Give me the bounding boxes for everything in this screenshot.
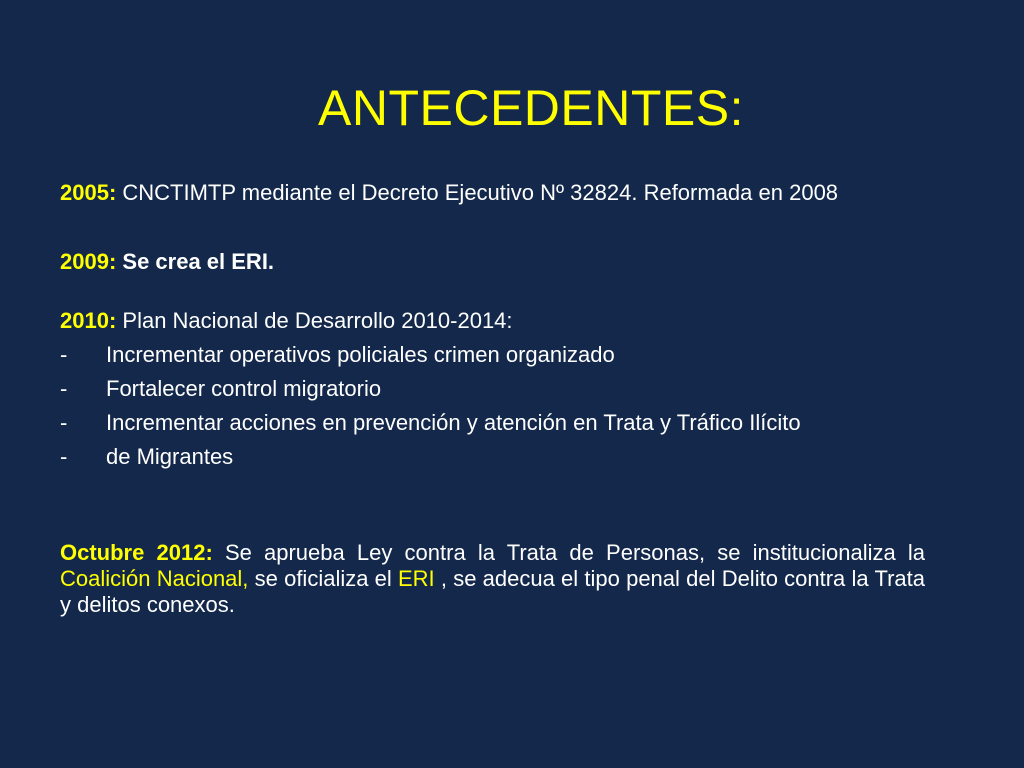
list-item [60,376,925,402]
bullet-dash: - [60,444,68,469]
slide-title: ANTECEDENTES: [317,80,744,136]
highlight-coalicion-nacional: Coalición Nacional, [60,566,249,591]
slide-body [60,180,925,618]
list-item [60,342,925,368]
entry-2005-year: 2005: [60,180,117,205]
entry-2012-text-2: se oficializa el [248,566,398,591]
entry-2009-text: Se crea el ERI. [116,249,275,274]
entry-2012 [60,540,925,618]
entry-2009 [60,249,925,275]
entry-2005-text: CNCTIMTP mediante el Decreto Ejecutivo Nº 32824. Reformada en 2008 [116,180,839,205]
highlight-eri: ERI [398,566,435,591]
entry-2012-text-1: Se aprueba Ley contra la Trata de Personas, se institucionaliza la [212,540,925,565]
entry-2012-date: Octubre 2012: [60,540,213,565]
list-item [60,444,925,470]
bullet-dash: - [60,410,68,435]
entry-2005 [60,180,925,206]
bullet-text: Incrementar acciones en prevención y atención en Trata y Tráfico Ilícito [106,410,801,435]
bullet-text: Incrementar operativos policiales crimen organizado [106,342,615,367]
bullet-text: Fortalecer control migratorio [106,376,382,401]
bullet-text: de Migrantes [106,444,234,469]
entry-2010 [60,308,925,334]
list-item [60,410,925,436]
entry-2009-year: 2009: [60,249,117,274]
entry-2012-text-3: , se adecua el tipo penal del Delito contra la Trata y delitos conexos. [60,566,925,617]
bullet-dash: - [60,342,68,367]
entry-2010-bullet-list [60,342,925,470]
entry-2010-text: Plan Nacional de Desarrollo 2010-2014: [116,308,513,333]
entry-2010-year: 2010: [60,308,117,333]
bullet-dash: - [60,376,68,401]
